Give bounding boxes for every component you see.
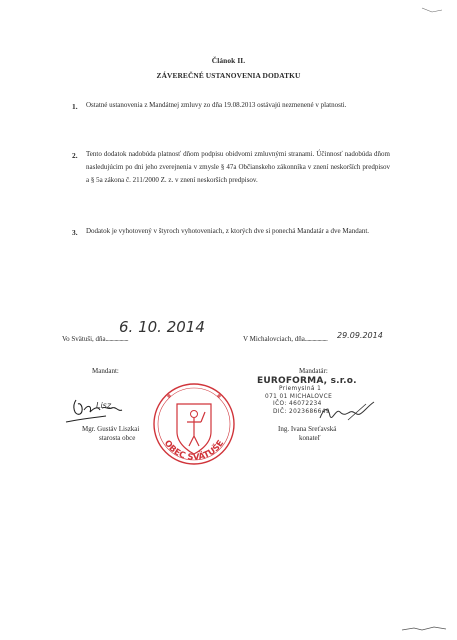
company-dic: DIČ: 2023686649: [273, 408, 330, 415]
left-place-date: Vo Svätuši, dňa..................: [62, 335, 129, 343]
mandatar-label: Mandatár:: [299, 367, 328, 375]
item-number: 1.: [72, 102, 78, 111]
left-place-label: Vo Svätuši, dňa: [62, 335, 106, 343]
company-street: Priemyslná 1: [279, 386, 322, 392]
mandatar-name: Ing. Ivana Sreťavská: [278, 425, 337, 433]
mandant-label: Mandant:: [92, 367, 119, 375]
municipal-stamp: [147, 376, 239, 478]
article-title: Článok II.: [211, 56, 246, 65]
item-number: 2.: [72, 151, 78, 160]
item-number: 3.: [72, 228, 78, 237]
right-place-date: V Michalovciach, dňa..................: [243, 335, 328, 343]
mandant-signature: [62, 392, 142, 428]
mandant-name: Mgr. Gustáv Liszkai: [82, 425, 140, 433]
company-city: 071 01 MICHALOVCE: [265, 393, 333, 400]
left-date-handwritten: 6. 10. 2014: [119, 318, 205, 336]
mandatar-signature: [318, 398, 378, 426]
item-text: Dodatok je vyhotovený v štyroch vyhotoveniach, z ktorých dve si ponechá Mandatár a dve Mandant.: [86, 227, 370, 235]
scan-footer-mark-icon: [400, 622, 450, 634]
item-text: Ostatné ustanovenia z Mandátnej zmluvy zo dňa 19.08.2013 ostávajú nezmenené v platnosti.: [86, 101, 347, 109]
mandatar-title: konateľ: [299, 434, 321, 442]
mandant-signature-text: Lisz.: [96, 401, 114, 410]
municipal-stamp-text: OBEC SVÄTUŠE: [161, 438, 227, 463]
mandant-title: starosta obce: [99, 434, 136, 442]
right-date-handwritten: 29.09.2014: [337, 331, 383, 340]
right-place-label: V Michalovciach, dňa: [243, 335, 305, 343]
item-text: Tento dodatok nadobúda platnosť dňom podpisu obidvomi zmluvnými stranami. Účinnosť nadobúda dňom nasledujúcim po dni jeho zverejnenia v zmysle § 47a Občianskeho zákonníka v znení neskorších predpisov a § 5a zákona č. 211/2000 Z. z. v znení neskorších predpisov.: [86, 150, 390, 184]
company-ico: IČO: 46072234: [273, 401, 322, 408]
scan-mark-icon: [420, 6, 450, 16]
company-name: EUROFORMA, s.r.o.: [257, 376, 357, 386]
section-title: ZÁVEREČNÉ USTANOVENIA DODATKU: [156, 71, 301, 80]
